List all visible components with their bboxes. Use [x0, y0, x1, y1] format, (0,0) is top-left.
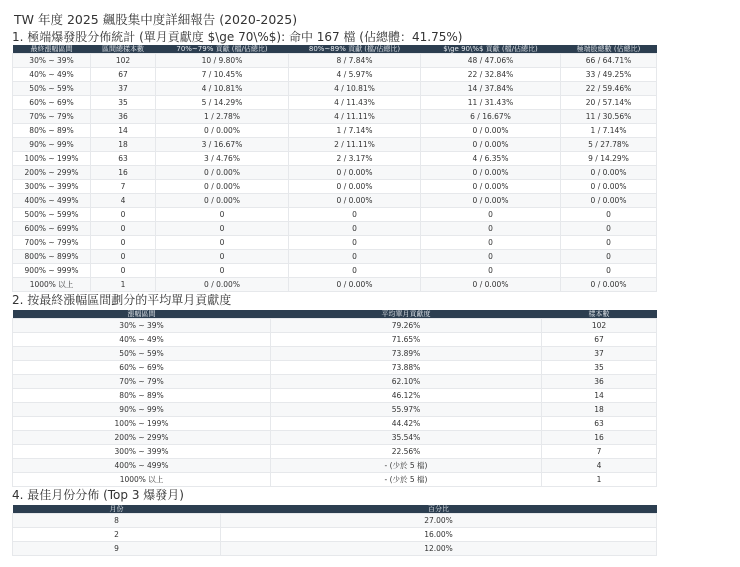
table-cell: 0 / 0.00% — [561, 194, 657, 208]
table-row — [13, 110, 657, 124]
column-header: 最終漲幅區間 — [13, 45, 91, 54]
table-cell: 8 — [13, 514, 221, 528]
column-header: 百分比 — [221, 505, 657, 514]
table-cell: 0 / 0.00% — [421, 138, 561, 152]
table-cell: 0 / 0.00% — [421, 180, 561, 194]
table-cell: 400% ~ 499% — [13, 194, 91, 208]
column-header: $\ge 90\%$ 貢獻 (檔/佔總比) — [421, 45, 561, 54]
table-cell: 0 — [156, 222, 289, 236]
table-row — [13, 236, 657, 250]
table-row — [13, 514, 657, 528]
table-cell: 14 — [542, 389, 657, 403]
table-cell: 50% ~ 59% — [13, 347, 271, 361]
extreme-distribution-table — [12, 45, 657, 292]
table-cell: 2 / 11.11% — [289, 138, 421, 152]
table-cell: 20 / 57.14% — [561, 96, 657, 110]
table-cell: 11 / 30.56% — [561, 110, 657, 124]
table-cell: 11 / 31.43% — [421, 96, 561, 110]
table-cell: 70% ~ 79% — [13, 110, 91, 124]
table-row — [13, 208, 657, 222]
column-header: 70%~79% 貢獻 (檔/佔總比) — [156, 45, 289, 54]
table-cell: 0 — [289, 208, 421, 222]
table-cell: - (少於 5 檔) — [271, 473, 542, 487]
table-cell: 0 / 0.00% — [561, 180, 657, 194]
table-cell: 48 / 47.06% — [421, 54, 561, 68]
table-cell: 3 / 16.67% — [156, 138, 289, 152]
table-cell: 6 / 16.67% — [421, 110, 561, 124]
table-cell: 1 — [91, 278, 156, 292]
table-cell: 2 / 3.17% — [289, 152, 421, 166]
table-cell: 73.88% — [271, 361, 542, 375]
table-cell: 2 — [13, 528, 221, 542]
table-row — [13, 528, 657, 542]
section4-heading: 4. 最佳月份分佈 (Top 3 爆發月) — [12, 488, 184, 502]
table-cell: 0 / 0.00% — [289, 166, 421, 180]
table-cell: 0 — [91, 250, 156, 264]
table-row — [13, 124, 657, 138]
table-cell: 600% ~ 699% — [13, 222, 91, 236]
average-contribution-table — [12, 310, 657, 487]
table-cell: 16 — [91, 166, 156, 180]
table-cell: 33 / 49.25% — [561, 68, 657, 82]
table-row — [13, 54, 657, 68]
table-cell: 1 / 7.14% — [561, 124, 657, 138]
table-cell: 0 / 0.00% — [156, 278, 289, 292]
table-row — [13, 264, 657, 278]
table-row — [13, 278, 657, 292]
table-cell: 0 — [421, 250, 561, 264]
table-cell: 37 — [542, 347, 657, 361]
table-cell: 0 / 0.00% — [421, 124, 561, 138]
table-cell: 400% ~ 499% — [13, 459, 271, 473]
table-cell: 7 / 10.45% — [156, 68, 289, 82]
table-cell: 800% ~ 899% — [13, 250, 91, 264]
table-cell: 0 / 0.00% — [289, 180, 421, 194]
column-header: 月份 — [13, 505, 221, 514]
table-cell: 500% ~ 599% — [13, 208, 91, 222]
table-row — [13, 459, 657, 473]
table-cell: 5 / 27.78% — [561, 138, 657, 152]
table-cell: 18 — [542, 403, 657, 417]
section1-heading: 1. 極端爆發股分佈統計 (單月貢獻度 $\ge 70\%$): 命中 167 檔 (佔總體：41.75%) — [12, 30, 463, 44]
table-cell: 700% ~ 799% — [13, 236, 91, 250]
table-cell: 0 / 0.00% — [561, 278, 657, 292]
table-row — [13, 403, 657, 417]
section2-heading: 2. 按最終漲幅區間劃分的平均單月貢獻度 — [12, 293, 232, 307]
table-row — [13, 319, 657, 333]
table-cell: 35.54% — [271, 431, 542, 445]
table-cell: 9 — [13, 542, 221, 556]
table-cell: 0 — [561, 250, 657, 264]
table-cell: 27.00% — [221, 514, 657, 528]
table-cell: 8 / 7.84% — [289, 54, 421, 68]
table-cell: 0 — [91, 208, 156, 222]
table-row — [13, 361, 657, 375]
table-cell: 200% ~ 299% — [13, 431, 271, 445]
table-row — [13, 96, 657, 110]
table-cell: 63 — [542, 417, 657, 431]
table-cell: 0 / 0.00% — [421, 194, 561, 208]
table-cell: 90% ~ 99% — [13, 403, 271, 417]
table-cell: 0 — [421, 208, 561, 222]
table-cell: 4 / 11.11% — [289, 110, 421, 124]
table-cell: 0 — [421, 264, 561, 278]
table-cell: 35 — [91, 96, 156, 110]
header-row — [13, 505, 657, 514]
table-cell: 0 — [91, 264, 156, 278]
table-cell: - (少於 5 檔) — [271, 459, 542, 473]
table-cell: 0 / 0.00% — [156, 180, 289, 194]
table-cell: 3 / 4.76% — [156, 152, 289, 166]
table-cell: 0 — [561, 236, 657, 250]
table-cell: 7 — [91, 180, 156, 194]
table-cell: 0 / 0.00% — [561, 166, 657, 180]
table-cell: 0 / 0.00% — [289, 194, 421, 208]
table-cell: 36 — [91, 110, 156, 124]
table-cell: 0 — [156, 236, 289, 250]
table-cell: 9 / 14.29% — [561, 152, 657, 166]
table-cell: 22.56% — [271, 445, 542, 459]
table-cell: 0 — [91, 222, 156, 236]
table-cell: 80% ~ 89% — [13, 124, 91, 138]
table-row — [13, 431, 657, 445]
table-cell: 66 / 64.71% — [561, 54, 657, 68]
table-cell: 63 — [91, 152, 156, 166]
table-cell: 0 — [156, 264, 289, 278]
table-cell: 0 — [561, 208, 657, 222]
table-row — [13, 542, 657, 556]
table-cell: 46.12% — [271, 389, 542, 403]
table-cell: 16.00% — [221, 528, 657, 542]
table-cell: 62.10% — [271, 375, 542, 389]
table-cell: 0 / 0.00% — [156, 124, 289, 138]
table-row — [13, 222, 657, 236]
table-cell: 300% ~ 399% — [13, 445, 271, 459]
table-cell: 0 — [289, 236, 421, 250]
table-row — [13, 166, 657, 180]
table-cell: 4 / 10.81% — [289, 82, 421, 96]
table-cell: 30% ~ 39% — [13, 319, 271, 333]
table-cell: 0 — [561, 222, 657, 236]
table-cell: 1 — [542, 473, 657, 487]
table-row — [13, 82, 657, 96]
header-row — [13, 45, 657, 54]
table-row — [13, 389, 657, 403]
table-cell: 40% ~ 49% — [13, 68, 91, 82]
best-month-table — [12, 505, 657, 556]
table-cell: 200% ~ 299% — [13, 166, 91, 180]
table-cell: 0 / 0.00% — [421, 278, 561, 292]
table-cell: 67 — [542, 333, 657, 347]
table-cell: 22 / 32.84% — [421, 68, 561, 82]
column-header: 80%~89% 貢獻 (檔/佔總比) — [289, 45, 421, 54]
column-header: 極端股總數 (佔總比) — [561, 45, 657, 54]
table-row — [13, 333, 657, 347]
table-cell: 100% ~ 199% — [13, 417, 271, 431]
table-cell: 79.26% — [271, 319, 542, 333]
table-row — [13, 250, 657, 264]
table-cell: 14 — [91, 124, 156, 138]
column-header: 平均單月貢獻度 — [271, 310, 542, 319]
table-cell: 4 / 5.97% — [289, 68, 421, 82]
table-cell: 1 / 2.78% — [156, 110, 289, 124]
table-cell: 37 — [91, 82, 156, 96]
table-row — [13, 180, 657, 194]
table-cell: 0 — [156, 250, 289, 264]
table-cell: 102 — [542, 319, 657, 333]
table-row — [13, 445, 657, 459]
table-cell: 80% ~ 89% — [13, 389, 271, 403]
table-cell: 44.42% — [271, 417, 542, 431]
table-cell: 0 / 0.00% — [421, 166, 561, 180]
table-cell: 0 — [421, 236, 561, 250]
table-cell: 7 — [542, 445, 657, 459]
table-cell: 900% ~ 999% — [13, 264, 91, 278]
table-cell: 100% ~ 199% — [13, 152, 91, 166]
table-row — [13, 138, 657, 152]
table-cell: 55.97% — [271, 403, 542, 417]
table-cell: 0 / 0.00% — [289, 278, 421, 292]
table-cell: 4 — [542, 459, 657, 473]
table-cell: 12.00% — [221, 542, 657, 556]
table-row — [13, 68, 657, 82]
table-cell: 67 — [91, 68, 156, 82]
table-row — [13, 152, 657, 166]
table-row — [13, 194, 657, 208]
report-title: TW 年度 2025 飆股集中度詳細報告 (2020-2025) — [14, 12, 298, 27]
table-cell: 60% ~ 69% — [13, 96, 91, 110]
table-cell: 14 / 37.84% — [421, 82, 561, 96]
table-row — [13, 375, 657, 389]
column-header: 漲幅區間 — [13, 310, 271, 319]
table-cell: 4 — [91, 194, 156, 208]
table-cell: 300% ~ 399% — [13, 180, 91, 194]
table-row — [13, 347, 657, 361]
table-cell: 60% ~ 69% — [13, 361, 271, 375]
table-cell: 4 / 10.81% — [156, 82, 289, 96]
table-cell: 1 / 7.14% — [289, 124, 421, 138]
column-header: 區間總樣本數 — [91, 45, 156, 54]
table-cell: 0 — [289, 264, 421, 278]
table-cell: 0 — [421, 222, 561, 236]
table-cell: 0 — [156, 208, 289, 222]
table-cell: 36 — [542, 375, 657, 389]
table-cell: 0 — [289, 222, 421, 236]
table-cell: 71.65% — [271, 333, 542, 347]
table-cell: 35 — [542, 361, 657, 375]
table-cell: 50% ~ 59% — [13, 82, 91, 96]
table-row — [13, 473, 657, 487]
column-header: 樣本數 — [542, 310, 657, 319]
table-cell: 4 / 6.35% — [421, 152, 561, 166]
table-row — [13, 417, 657, 431]
table-cell: 30% ~ 39% — [13, 54, 91, 68]
table-cell: 73.89% — [271, 347, 542, 361]
header-row — [13, 310, 657, 319]
table-cell: 18 — [91, 138, 156, 152]
table-cell: 4 / 11.43% — [289, 96, 421, 110]
table-cell: 1000% 以上 — [13, 278, 91, 292]
table-cell: 0 — [561, 264, 657, 278]
table-cell: 5 / 14.29% — [156, 96, 289, 110]
table-cell: 102 — [91, 54, 156, 68]
table-cell: 22 / 59.46% — [561, 82, 657, 96]
table-cell: 0 — [91, 236, 156, 250]
table-cell: 0 / 0.00% — [156, 166, 289, 180]
table-cell: 70% ~ 79% — [13, 375, 271, 389]
table-cell: 0 — [289, 250, 421, 264]
table-cell: 0 / 0.00% — [156, 194, 289, 208]
table-cell: 10 / 9.80% — [156, 54, 289, 68]
table-cell: 1000% 以上 — [13, 473, 271, 487]
table-cell: 40% ~ 49% — [13, 333, 271, 347]
table-cell: 16 — [542, 431, 657, 445]
table-cell: 90% ~ 99% — [13, 138, 91, 152]
